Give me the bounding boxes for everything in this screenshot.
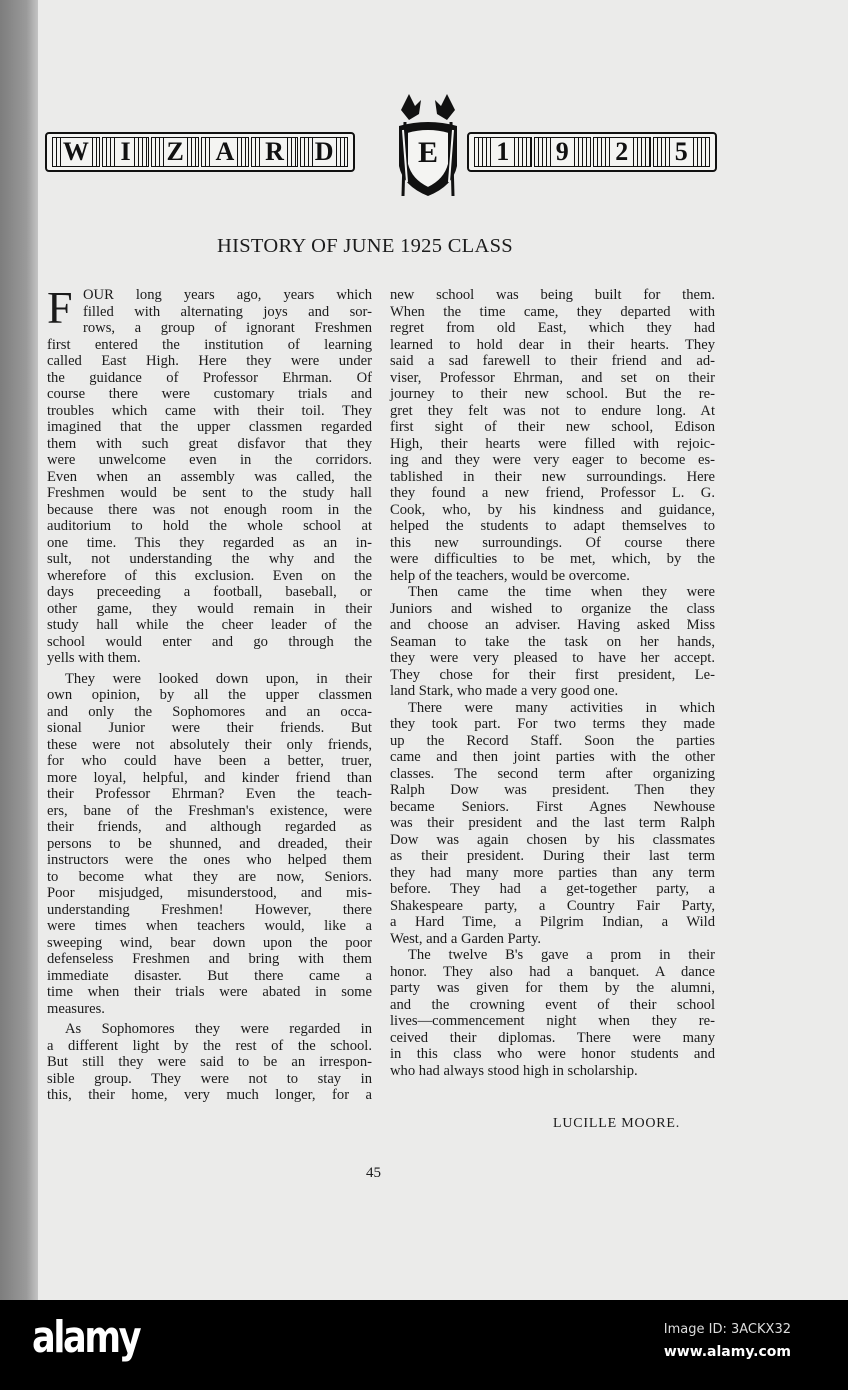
shield-emblem — [395, 92, 461, 198]
text-line: they found a new friend, Professor L. G. — [390, 485, 715, 501]
text-line: honor. They also had a banquet. A dance — [390, 963, 715, 980]
masthead-letter: A — [215, 137, 235, 166]
text-line: said a sad farewell to their friend and ad- — [390, 353, 715, 369]
text-line: Juniors and wished to organize the class — [390, 600, 715, 617]
masthead-letter-cell — [102, 137, 150, 167]
text-line: But still they were said to be an irrespon- — [47, 1054, 372, 1070]
text-line: sible group. They were not to stay in — [47, 1070, 372, 1087]
text-line: troubles which came with their toil. They — [47, 402, 372, 419]
masthead-letter: 9 — [555, 137, 569, 166]
text-line: a different light by the rest of the school. — [47, 1037, 372, 1054]
text-line: learned to hold dear in their hearts. They — [390, 336, 715, 353]
text-line: wherefore of this exclusion. Even on the — [47, 567, 372, 584]
text-line: because there was not enough room in the — [47, 501, 372, 518]
masthead-letter: I — [120, 137, 131, 166]
text-line: first entered the institution of learning — [47, 336, 372, 353]
text-line: Shakespeare party, a Country Fair Party, — [390, 897, 715, 914]
masthead-letter-cell — [52, 137, 100, 167]
text-line: they took part. For two terms they made — [390, 716, 715, 732]
text-line: rows, a group of ignorant Freshmen — [83, 320, 372, 336]
paragraph — [47, 282, 372, 667]
text-line: who had always stood high in scholarship. — [390, 1062, 638, 1079]
masthead-letter-cell — [300, 137, 348, 167]
text-line: up the Record Staff. Soon the parties — [390, 732, 715, 749]
text-line: The twelve B's gave a prom in their — [408, 947, 715, 963]
text-line: When the time came, they departed with — [390, 303, 715, 320]
masthead — [45, 132, 717, 176]
text-line: ceived their diplomas. There were many — [390, 1029, 715, 1046]
masthead-year — [467, 132, 717, 172]
text-line: school would enter and go through the — [47, 633, 372, 650]
text-line: other game, they would remain in their — [47, 600, 372, 617]
paragraph — [47, 671, 372, 1018]
text-line: yells with them. — [47, 650, 141, 666]
text-line: party was given for them by the alumni, — [390, 980, 715, 996]
text-line: course there were customary trials and — [47, 386, 372, 402]
alamy-logo: alamy — [32, 1312, 140, 1363]
masthead-letter: 1 — [496, 137, 510, 166]
text-line: immediate disaster. But there came a — [47, 967, 372, 984]
image-id: Image ID: 3ACKX32 — [663, 1322, 791, 1337]
paragraph — [47, 1021, 372, 1104]
text-column-left — [47, 282, 372, 1108]
text-line: imagined that the upper classmen regarded — [47, 419, 372, 435]
masthead-letter-cell — [201, 137, 249, 167]
scan-edge — [0, 0, 38, 1300]
text-line: They chose for their first president, Le- — [390, 666, 715, 683]
text-line: their friends, and although regarded as — [47, 819, 372, 835]
text-line: Then came the time when they were — [408, 584, 715, 600]
text-line: West, and a Garden Party. — [390, 930, 542, 947]
text-line: the guidance of Professor Ehrman. Of — [47, 369, 372, 386]
text-line: for who could have been a better, truer, — [47, 753, 372, 769]
page-number: 45 — [366, 1165, 381, 1181]
text-line: lives—commencement night when they re- — [390, 1013, 715, 1029]
text-line: was their president and the last term Ralph — [390, 815, 715, 831]
text-line: were unwelcome even in the corridors. — [47, 452, 372, 468]
text-line: a Hard Time, a Pilgrim Indian, a Wild — [390, 914, 715, 930]
text-line: their Professor Ehrman? Even the teach- — [47, 786, 372, 802]
text-line: more loyal, helpful, and kinder friend than — [47, 769, 372, 786]
masthead-letter-cell — [251, 137, 299, 167]
masthead-letter: 2 — [615, 137, 629, 166]
text-line: OUR long years ago, years which — [83, 287, 372, 303]
text-line: one time. This they regarded as an in- — [47, 534, 372, 551]
masthead-letter: W — [62, 137, 89, 166]
paragraph — [390, 584, 715, 700]
text-line: and choose an adviser. Having asked Miss — [390, 617, 715, 633]
text-line: gret they felt was not to endure long. At — [390, 402, 715, 419]
text-line: this, their home, very much longer, for a — [47, 1087, 372, 1103]
masthead-letter-cell — [151, 137, 199, 167]
text-line: this new surroundings. Of course there — [390, 534, 715, 551]
text-line: sweeping wind, bear down upon the poor — [47, 934, 372, 951]
text-line: sult, not understanding the why and the — [47, 551, 372, 567]
masthead-letter: D — [314, 137, 334, 166]
text-line: Even when an assembly was called, the — [47, 468, 372, 485]
masthead-letter-cell — [593, 137, 651, 167]
text-line: Poor misjudged, misunderstood, and mis- — [47, 885, 372, 901]
text-line: Dow was again chosen by his classmates — [390, 831, 715, 848]
site-url: www.alamy.com — [663, 1344, 791, 1360]
text-line: called East High. Here they were under — [47, 353, 372, 369]
text-line: tablished in their new surroundings. Here — [390, 468, 715, 485]
text-line: new school was being built for them. — [390, 287, 715, 303]
masthead-letter: 5 — [674, 137, 688, 166]
text-line: them with such great disfavor that they — [47, 435, 372, 452]
text-line: There were many activities in which — [408, 699, 715, 716]
paragraph — [390, 287, 715, 584]
text-line: own opinion, by all the upper classmen — [47, 687, 372, 703]
text-line: viser, Professor Ehrman, and set on their — [390, 369, 715, 386]
text-line: Freshmen would be sent to the study hall — [47, 485, 372, 501]
text-line: land Stark, who made a very good one. — [390, 683, 619, 699]
text-line: Ralph Dow was president. Then they — [390, 782, 715, 798]
text-line: persons to be shunned, and dreaded, their — [47, 835, 372, 852]
text-line: came and then joint parties with the other — [390, 749, 715, 765]
text-line: as their president. During their last term — [390, 848, 715, 864]
drop-cap: F — [47, 282, 73, 333]
text-line: before. They had a get-together party, a — [390, 881, 715, 897]
text-line: measures. — [47, 1000, 105, 1017]
text-column-right — [390, 287, 715, 1079]
text-line: in this class who were honor students and — [390, 1046, 715, 1062]
text-line: They were looked down upon, in their — [65, 670, 372, 687]
paragraph — [390, 947, 715, 1079]
text-line: were times when teachers would, like a — [47, 918, 372, 934]
text-line: auditorium to hold the whole school at — [47, 518, 372, 534]
text-line: and the crowning event of their school — [390, 996, 715, 1013]
emblem-letter: E — [417, 136, 438, 169]
masthead-letter: R — [265, 137, 284, 166]
text-line: High, their hearts were filled with rejoic- — [390, 435, 715, 452]
text-line: journey to their new school. But the re- — [390, 386, 715, 402]
text-line: help of the teachers, would be overcome. — [390, 567, 630, 584]
text-line: they were very pleased to have her accept. — [390, 650, 715, 666]
text-line: instructors were the ones who helped them — [47, 852, 372, 868]
text-line: sional Junior were their friends. But — [47, 720, 372, 736]
text-line: days preceeding a football, baseball, or — [47, 584, 372, 600]
text-line: filled with alternating joys and sor- — [83, 303, 372, 320]
text-line: time when their trials were abated in some — [47, 984, 372, 1000]
watermark-footer — [0, 1300, 848, 1390]
masthead-letter-cell — [534, 137, 592, 167]
text-line: regret from old East, which they had — [390, 320, 715, 336]
masthead-letter: Z — [166, 137, 184, 166]
text-line: to become what they are now, Seniors. — [47, 868, 372, 885]
text-line: and only the Sophomores and an occa- — [47, 703, 372, 720]
text-line: Cook, who, by his kindness and guidance, — [390, 501, 715, 518]
text-line: ing and they were very eager to become es- — [390, 452, 715, 468]
text-line: defenseless Freshmen and bring with them — [47, 951, 372, 967]
text-line: helped the students to adapt themselves to — [390, 518, 715, 534]
text-line: ers, bane of the Freshman's existence, were — [47, 802, 372, 819]
text-line: As Sophomores they were regarded in — [65, 1021, 372, 1037]
text-line: first sight of their new school, Edison — [390, 419, 715, 435]
text-line: were difficulties to be met, which, by the — [390, 551, 715, 567]
text-line: understanding Freshmen! However, there — [47, 901, 372, 918]
text-line: these were not absolutely their only friends, — [47, 736, 372, 753]
paragraph — [390, 700, 715, 948]
author-signature: LUCILLE MOORE. — [553, 1116, 681, 1131]
article-title: HISTORY OF JUNE 1925 CLASS — [217, 235, 513, 257]
text-line: they had many more parties than any term — [390, 864, 715, 881]
text-line: classes. The second term after organizing — [390, 765, 715, 782]
masthead-letter-cell — [653, 137, 711, 167]
masthead-letter-cell — [474, 137, 532, 167]
text-line: Seaman to take the task on her hands, — [390, 633, 715, 650]
text-line: became Seniors. First Agnes Newhouse — [390, 798, 715, 815]
masthead-wizard — [45, 132, 355, 172]
text-line: study hall while the cheer leader of the — [47, 617, 372, 633]
